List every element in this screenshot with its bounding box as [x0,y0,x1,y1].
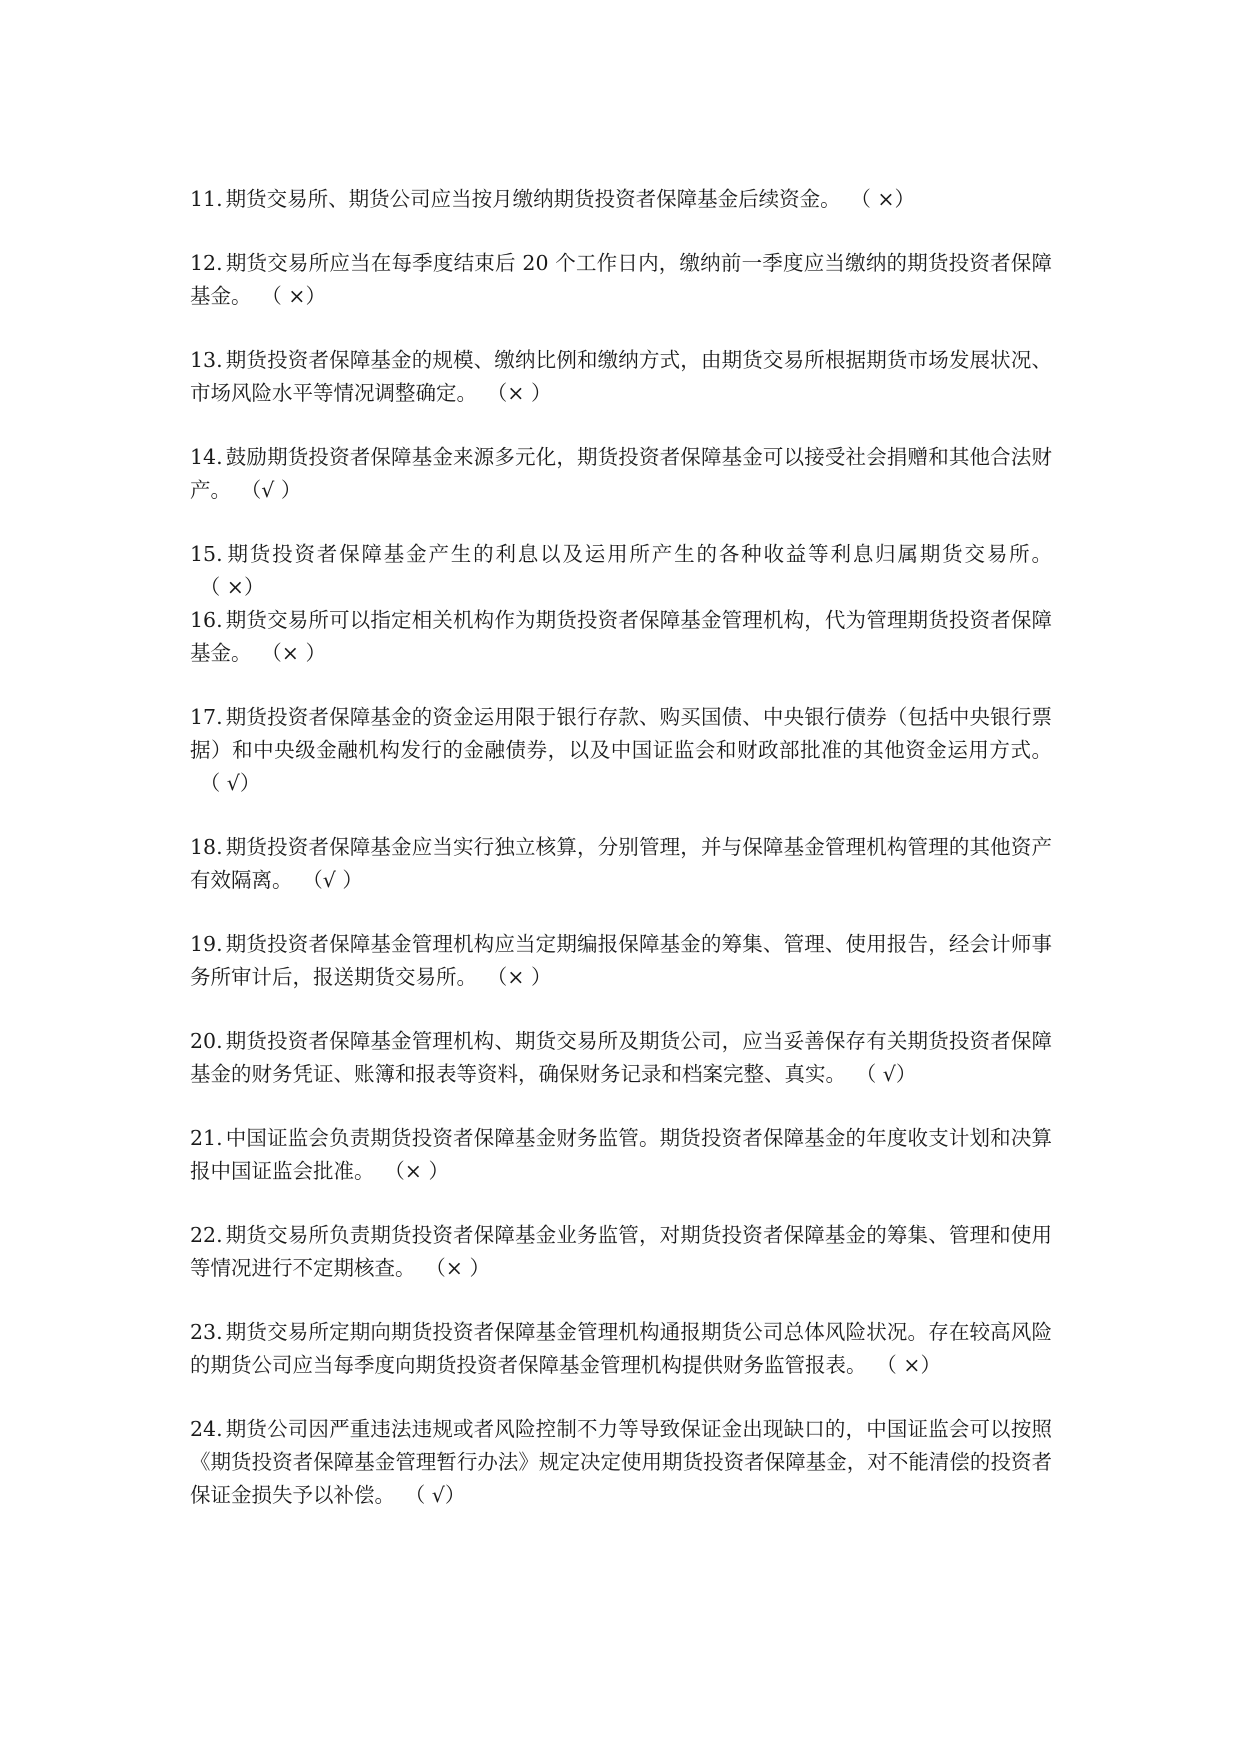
question-number: 23. [190,1320,223,1344]
question-number: 18. [190,835,223,859]
question-answer: （ ×） [210,575,265,599]
question-text: 中国证监会负责期货投资者保障基金财务监管。期货投资者保障基金的年度收支计划和决算报中国证监会批准。 [190,1126,1052,1183]
question-answer: （× ） [394,1159,449,1183]
question-text: 期货交易所定期向期货投资者保障基金管理机构通报期货公司总体风险状况。存在较高风险的期货公司应当每季度向期货投资者保障基金管理机构提供财务监管报表。 [190,1320,1052,1377]
question-item [190,1413,1052,1512]
question-item [190,701,1052,800]
question-answer: （ √） [866,1062,917,1086]
question-answer: （× ） [497,381,552,405]
question-text: 期货投资者保障基金管理机构、期货交易所及期货公司，应当妥善保存有关期货投资者保障基金的财务凭证、账簿和报表等资料，确保财务记录和档案完整、真实。 [190,1029,1052,1086]
question-text: 期货投资者保障基金应当实行独立核算，分别管理，并与保障基金管理机构管理的其他资产有效隔离。 [190,835,1052,892]
question-item [190,1316,1052,1382]
question-item [190,247,1052,313]
question-item [190,1122,1052,1188]
question-text: 期货公司因严重违法违规或者风险控制不力等导致保证金出现缺口的，中国证监会可以按照《期货投资者保障基金管理暂行办法》规定决定使用期货投资者保障基金，对不能清偿的投资者保证金损失予以补偿。 [190,1417,1052,1507]
question-answer: （ ×） [271,284,326,308]
question-item [190,183,1052,216]
question-number: 11. [190,187,223,211]
question-answer: （ √） [210,771,261,795]
question-item [190,1025,1052,1091]
question-number: 15. [190,542,223,566]
question-item [190,604,1052,670]
question-answer: （ ×） [886,1353,941,1377]
question-text: 期货投资者保障基金的资金运用限于银行存款、购买国债、中央银行债券（包括中央银行票据）和中央级金融机构发行的金融债券，以及中国证监会和财政部批准的其他资金运用方式。 [190,705,1052,762]
question-number: 16. [190,608,223,632]
question-text: 期货投资者保障基金管理机构应当定期编报保障基金的筹集、管理、使用报告，经会计师事务所审计后，报送期货交易所。 [190,932,1052,989]
question-number: 19. [190,932,223,956]
question-number: 17. [190,705,223,729]
question-number: 14. [190,445,223,469]
question-text: 鼓励期货投资者保障基金来源多元化，期货投资者保障基金可以接受社会捐赠和其他合法财产。 [190,445,1052,502]
question-item [190,441,1052,507]
question-answer: （ ×） [860,187,916,211]
question-item [190,344,1052,410]
question-item [190,928,1052,994]
question-number: 21. [190,1126,223,1150]
question-number: 12. [190,251,223,275]
question-answer: （√ ） [312,868,363,892]
question-list [190,183,1052,1543]
question-item [190,831,1052,897]
question-answer: （× ） [271,641,326,665]
question-text: 期货投资者保障基金的规模、缴纳比例和缴纳方式，由期货交易所根据期货市场发展状况、市场风险水平等情况调整确定。 [190,348,1052,405]
question-item [190,538,1052,604]
question-item [190,1219,1052,1285]
question-answer: （√ ） [251,478,302,502]
question-answer: （ √） [415,1483,466,1507]
question-text: 期货交易所应当在每季度结束后 20 个工作日内，缴纳前一季度应当缴纳的期货投资者保障基金。 [190,251,1052,308]
question-text: 期货投资者保障基金产生的利息以及运用所产生的各种收益等利息归属期货交易所。 [225,542,1052,566]
question-text: 期货交易所负责期货投资者保障基金业务监管，对期货投资者保障基金的筹集、管理和使用等情况进行不定期核查。 [190,1223,1052,1280]
question-text: 期货交易所、期货公司应当按月缴纳期货投资者保障基金后续资金。 [225,187,841,211]
question-number: 22. [190,1223,223,1247]
question-answer: （× ） [435,1256,490,1280]
question-text: 期货交易所可以指定相关机构作为期货投资者保障基金管理机构，代为管理期货投资者保障基金。 [190,608,1052,665]
question-answer: （× ） [497,965,552,989]
question-number: 20. [190,1029,223,1053]
question-number: 24. [190,1417,223,1441]
question-number: 13. [190,348,223,372]
